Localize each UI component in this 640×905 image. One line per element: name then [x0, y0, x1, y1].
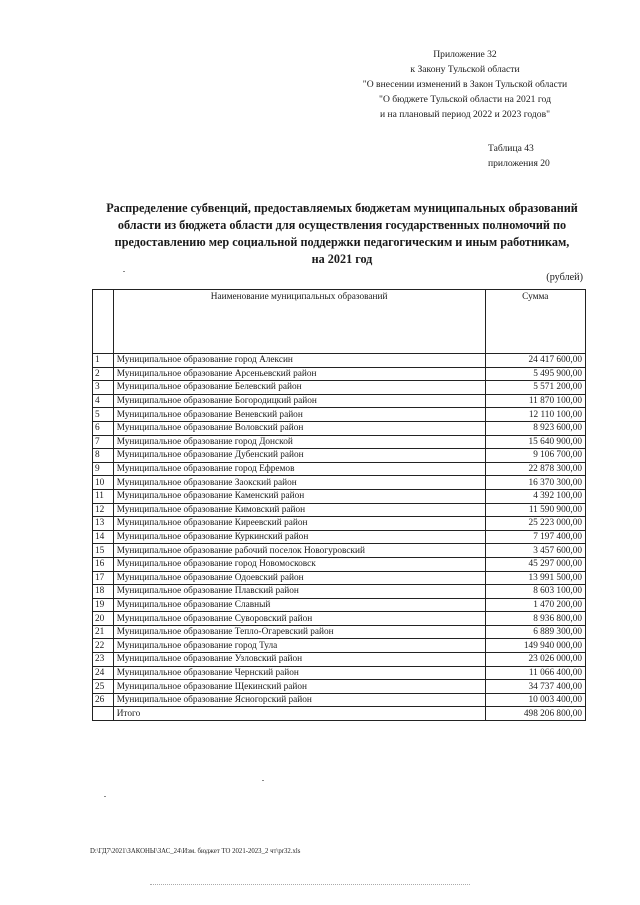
row-number: 22	[93, 639, 114, 653]
row-sum: 23 026 000,00	[485, 653, 585, 667]
row-number: 7	[93, 435, 114, 449]
row-sum: 7 197 400,00	[485, 530, 585, 544]
row-number: 24	[93, 666, 114, 680]
row-name: Муниципальное образование Воловский район	[113, 421, 485, 435]
header-line-1: Приложение 32	[433, 49, 497, 60]
row-sum: 8 923 600,00	[485, 421, 585, 435]
row-sum: 11 066 400,00	[485, 666, 585, 680]
row-number: 8	[93, 449, 114, 463]
row-sum: 13 991 500,00	[485, 571, 585, 585]
row-number: 5	[93, 408, 114, 422]
table-row	[93, 462, 586, 476]
table-row	[93, 612, 586, 626]
header-number-cell	[93, 290, 114, 354]
row-number: 11	[93, 489, 114, 503]
table-row	[93, 571, 586, 585]
document-title	[92, 200, 592, 268]
table-row	[93, 381, 586, 395]
row-number: 25	[93, 680, 114, 694]
row-number: 4	[93, 394, 114, 408]
row-name: Муниципальное образование Щекинский район	[113, 680, 485, 694]
header-line-2: к Закону Тульской области	[410, 64, 520, 75]
row-name: Муниципальное образование Куркинский район	[113, 530, 485, 544]
table-row	[93, 666, 586, 680]
row-name: Муниципальное образование Заокский район	[113, 476, 485, 490]
row-sum: 3 457 600,00	[485, 544, 585, 558]
total-row	[93, 707, 586, 721]
table-row	[93, 449, 586, 463]
header-line-3: "О внесении изменений в Закон Тульской области	[362, 79, 568, 90]
row-sum: 24 417 600,00	[485, 354, 585, 368]
row-number: 23	[93, 653, 114, 667]
row-name: Муниципальное образование Дубенский район	[113, 449, 485, 463]
table-row	[93, 408, 586, 422]
row-name: Муниципальное образование Каменский район	[113, 489, 485, 503]
row-name: Муниципальное образование город Ефремов	[113, 462, 485, 476]
table-row	[93, 625, 586, 639]
row-sum: 6 889 300,00	[485, 625, 585, 639]
row-sum: 149 940 000,00	[485, 639, 585, 653]
row-name: Муниципальное образование Чернский район	[113, 666, 485, 680]
title-line-3: предоставлению мер социальной поддержки педагогическим и иным работникам,	[114, 235, 570, 249]
row-number: 6	[93, 421, 114, 435]
row-sum: 25 223 000,00	[485, 517, 585, 531]
table-row	[93, 354, 586, 368]
row-number: 1	[93, 354, 114, 368]
row-sum: 4 392 100,00	[485, 489, 585, 503]
scan-artifact	[150, 884, 470, 886]
row-sum: 11 870 100,00	[485, 394, 585, 408]
header-name-cell: Наименование муниципальных образований	[113, 290, 485, 354]
row-name: Муниципальное образование Плавский район	[113, 585, 485, 599]
total-sum: 498 206 800,00	[485, 707, 585, 721]
table-row	[93, 517, 586, 531]
table-row	[93, 598, 586, 612]
table-row	[93, 421, 586, 435]
table-row	[93, 585, 586, 599]
row-number: 2	[93, 367, 114, 381]
title-line-1: Распределение субвенций, предоставляемых бюджетам муниципальных образований	[106, 201, 578, 215]
total-label: Итого	[113, 707, 485, 721]
table-row	[93, 476, 586, 490]
row-number: 3	[93, 381, 114, 395]
row-sum: 8 936 800,00	[485, 612, 585, 626]
title-line-2: области из бюджета области для осуществления государственных полномочий по	[117, 218, 567, 232]
table-row	[93, 530, 586, 544]
row-name: Муниципальное образование город Новомосковск	[113, 557, 485, 571]
row-name: Муниципальное образование Одоевский район	[113, 571, 485, 585]
row-number: 18	[93, 585, 114, 599]
row-number: 16	[93, 557, 114, 571]
row-number: 26	[93, 693, 114, 707]
row-sum: 22 878 300,00	[485, 462, 585, 476]
row-number: 15	[93, 544, 114, 558]
row-name: Муниципальное образование Богородицкий район	[113, 394, 485, 408]
table-row	[93, 503, 586, 517]
row-name: Муниципальное образование Киреевский район	[113, 517, 485, 531]
row-number: 19	[93, 598, 114, 612]
row-number: 10	[93, 476, 114, 490]
row-number: 9	[93, 462, 114, 476]
title-line-4: на 2021 год	[311, 252, 373, 266]
table-row	[93, 367, 586, 381]
row-name: Муниципальное образование Белевский район	[113, 381, 485, 395]
row-name: Муниципальное образование Кимовский район	[113, 503, 485, 517]
row-number: 12	[93, 503, 114, 517]
row-name: Муниципальное образование город Тула	[113, 639, 485, 653]
row-number: 14	[93, 530, 114, 544]
units-label: (рублей)	[546, 272, 583, 283]
row-name: Муниципальное образование город Алексин	[113, 354, 485, 368]
subsidy-table	[92, 289, 586, 721]
table-row	[93, 653, 586, 667]
table-row	[93, 435, 586, 449]
row-name: Муниципальное образование Арсеньевский район	[113, 367, 485, 381]
row-name: Муниципальное образование Ясногорский район	[113, 693, 485, 707]
row-name: Муниципальное образование Узловский район	[113, 653, 485, 667]
appendix-number: приложения 20	[488, 158, 550, 169]
row-sum: 5 571 200,00	[485, 381, 585, 395]
row-name: Муниципальное образование Тепло-Огаревский район	[113, 625, 485, 639]
table-header-row	[93, 290, 586, 354]
row-name: Муниципальное образование Славный	[113, 598, 485, 612]
total-number	[93, 707, 114, 721]
row-name: Муниципальное образование рабочий поселок Новогуровский	[113, 544, 485, 558]
scan-mark	[123, 271, 125, 272]
row-sum: 9 106 700,00	[485, 449, 585, 463]
row-sum: 34 737 400,00	[485, 680, 585, 694]
row-sum: 1 470 200,00	[485, 598, 585, 612]
row-sum: 12 110 100,00	[485, 408, 585, 422]
scan-mark	[104, 796, 106, 797]
row-sum: 5 495 900,00	[485, 367, 585, 381]
header-line-5: и на плановый период 2022 и 2023 годов"	[379, 109, 551, 120]
row-sum: 8 603 100,00	[485, 585, 585, 599]
table-row	[93, 639, 586, 653]
row-sum: 10 003 400,00	[485, 693, 585, 707]
table-body	[93, 354, 586, 721]
row-number: 17	[93, 571, 114, 585]
row-sum: 45 297 000,00	[485, 557, 585, 571]
row-name: Муниципальное образование Веневский район	[113, 408, 485, 422]
law-appendix-header	[350, 47, 580, 122]
row-sum: 11 590 900,00	[485, 503, 585, 517]
table-row	[93, 557, 586, 571]
file-path-footer: D:\ГД7\2021\ЗАКОНЫ\ЗАС_24\Изм. бюджет ТО 2021-2023_2 чт\pr32.xls	[90, 848, 301, 855]
table-row	[93, 544, 586, 558]
row-name: Муниципальное образование Суворовский район	[113, 612, 485, 626]
row-number: 13	[93, 517, 114, 531]
row-sum: 15 640 900,00	[485, 435, 585, 449]
table-row	[93, 680, 586, 694]
header-sum-cell: Сумма	[485, 290, 585, 354]
table-row	[93, 693, 586, 707]
table-row	[93, 394, 586, 408]
header-line-4: "О бюджете Тульской области на 2021 год	[379, 94, 551, 105]
row-name: Муниципальное образование город Донской	[113, 435, 485, 449]
row-number: 20	[93, 612, 114, 626]
table-number: Таблица 43	[488, 143, 534, 154]
table-reference	[488, 141, 550, 171]
scan-mark	[262, 780, 264, 781]
table-row	[93, 489, 586, 503]
row-sum: 16 370 300,00	[485, 476, 585, 490]
row-number: 21	[93, 625, 114, 639]
